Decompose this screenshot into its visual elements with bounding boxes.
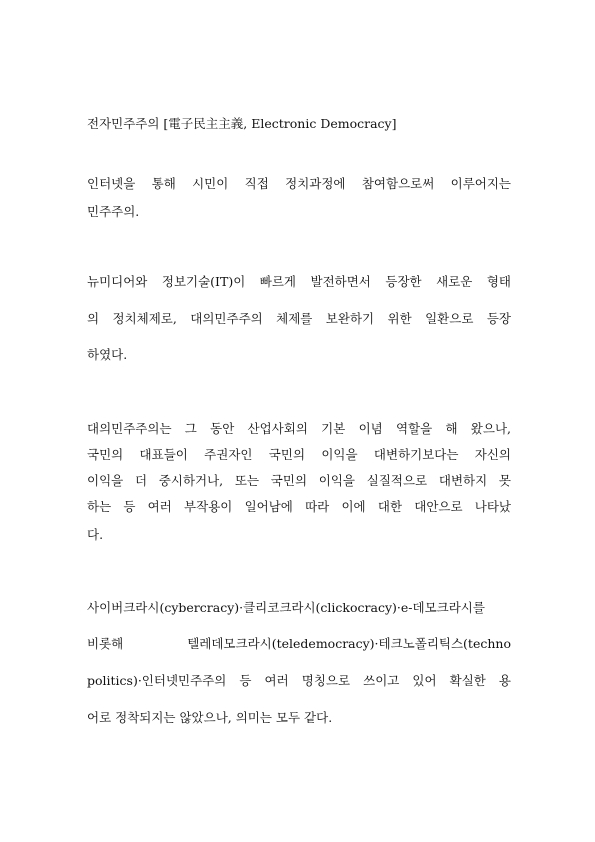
paragraph-line: 민주주의.	[87, 204, 140, 219]
paragraph-line: 비롯해 텔레데모크라시(teledemocracy)·테크노폴리틱스(techno	[87, 636, 511, 651]
paragraph-line: 인터넷을 통해 시민이 직접 정치과정에 참여함으로써 이루어지는	[87, 176, 511, 191]
paragraph-line: 하였다.	[87, 347, 128, 362]
paragraph-line: 다.	[87, 527, 104, 542]
paragraph-line: 국민의 대표들이 주권자인 국민의 이익을 대변하기보다는 자신의	[87, 447, 511, 462]
paragraph-line: 뉴미디어와 정보기술(IT)이 빠르게 발전하면서 등장한 새로운 형태	[87, 274, 511, 289]
paragraph-line: 이익을 더 중시하거나, 또는 국민의 이익을 실질적으로 대변하지 못	[87, 473, 511, 488]
paragraph-line: 하는 등 여러 부작용이 일어남에 따라 이에 대한 대안으로 나타났	[87, 499, 511, 514]
paragraph-line: 어로 정착되지는 않았으나, 의미는 모두 같다.	[87, 710, 333, 725]
paragraph-line: politics)·인터넷민주주의 등 여러 명칭으로 쓰이고 있어 확실한 용	[87, 673, 511, 688]
paragraph-line: 사이버크라시(cybercracy)·클리코크라시(clickocracy)·e-데모크라시를	[87, 600, 485, 615]
paragraph-line: 의 정치체제로, 대의민주주의 체제를 보완하기 위한 일환으로 등장	[87, 311, 511, 326]
paragraph-line: 대의민주주의는 그 동안 산업사회의 기본 이념 역할을 해 왔으나,	[87, 421, 511, 436]
document-title: 전자민주주의 [電子民主主義, Electronic Democracy]	[87, 116, 397, 131]
